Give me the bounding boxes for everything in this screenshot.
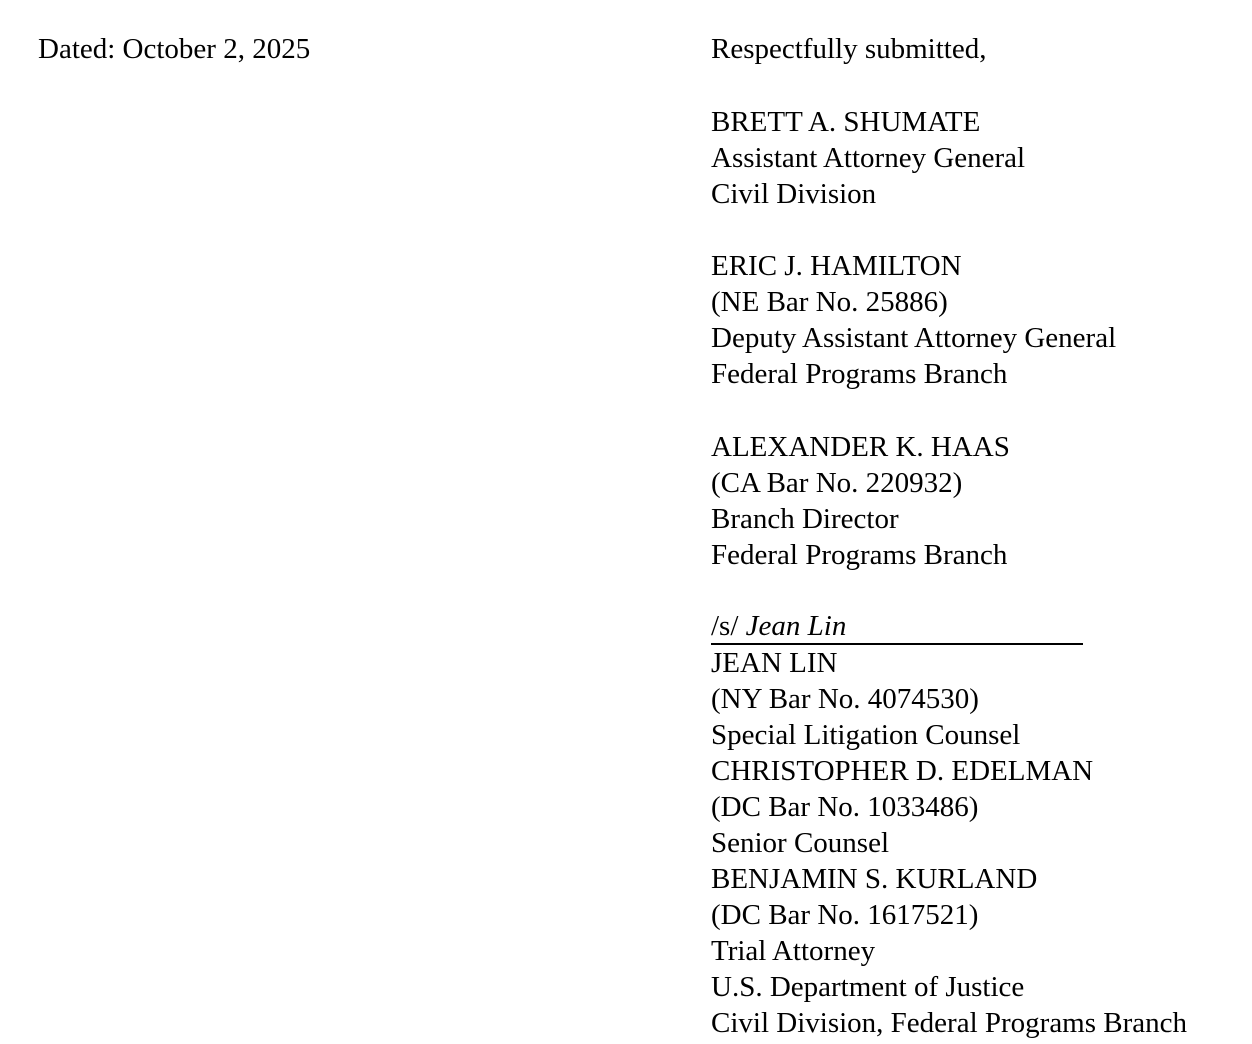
signer-branch: Federal Programs Branch	[711, 538, 1008, 571]
attorney-name: CHRISTOPHER D. EDELMAN	[711, 755, 1094, 787]
spacer	[711, 392, 1241, 429]
attorney-bar-number: (DC Bar No. 1033486)	[711, 791, 979, 823]
spacer	[711, 573, 1241, 610]
signer-branch: Federal Programs Branch	[711, 358, 1008, 390]
electronic-signature-line	[711, 609, 1083, 645]
signer-bar-number: (NE Bar No. 25886)	[711, 286, 948, 318]
office-division: Civil Division, Federal Programs Branch	[711, 1007, 1188, 1039]
attorney-bar-number: (NY Bar No. 4074530)	[711, 683, 979, 715]
signer-division: Civil Division	[711, 177, 877, 210]
signature-block	[711, 31, 1241, 1041]
attorney-title: Trial Attorney	[711, 935, 876, 967]
spacer	[711, 212, 1241, 249]
signer-title: Deputy Assistant Attorney General	[711, 322, 1117, 354]
signer-name: BRETT A. SHUMATE	[711, 105, 981, 138]
signer-bar-number: (CA Bar No. 220932)	[711, 466, 963, 499]
attorney-title: Senior Counsel	[711, 827, 890, 859]
closing-line: Respectfully submitted,	[711, 33, 987, 65]
attorney-name: JEAN LIN	[711, 647, 838, 679]
attorney-name: BENJAMIN S. KURLAND	[711, 863, 1038, 895]
spacer	[711, 67, 1241, 104]
signer-name: ERIC J. HAMILTON	[711, 250, 962, 282]
signer-name: ALEXANDER K. HAAS	[711, 430, 1010, 463]
signature-prefix: /s/	[711, 610, 746, 642]
attorney-title: Special Litigation Counsel	[711, 719, 1021, 751]
office-department: U.S. Department of Justice	[711, 971, 1025, 1003]
signer-title: Branch Director	[711, 502, 899, 535]
dated-line: Dated: October 2, 2025	[38, 33, 311, 65]
signature-name: Jean Lin	[745, 610, 847, 642]
signer-title: Assistant Attorney General	[711, 141, 1026, 174]
attorney-bar-number: (DC Bar No. 1617521)	[711, 899, 979, 931]
